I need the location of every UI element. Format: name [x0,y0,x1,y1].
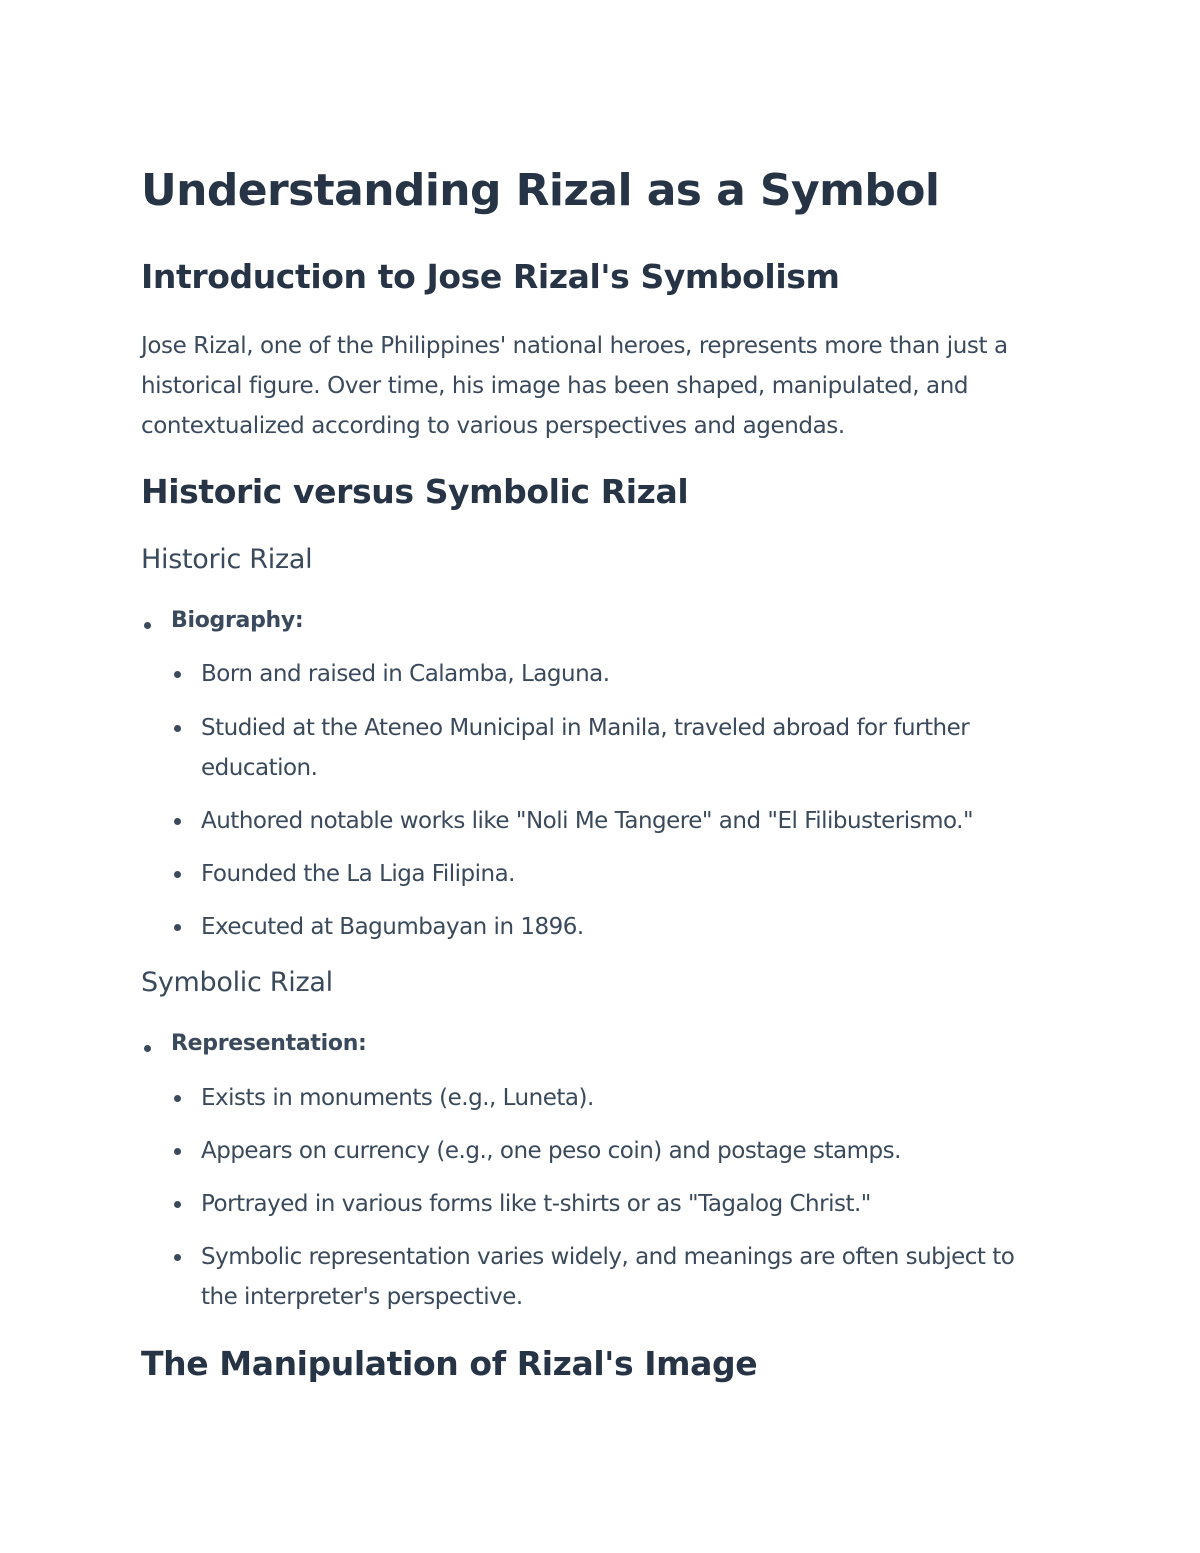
list-item-text: Symbolic representation varies widely, and meanings are often subject to the interpreter's perspective. [201,1244,1015,1310]
list-item [171,854,1051,894]
intro-heading: Introduction to Jose Rizal's Symbolism [141,257,840,296]
bullet-dot [174,924,181,931]
list-item [171,907,1051,947]
bullet-dot [174,1095,181,1102]
list-item [171,1184,1051,1224]
historic-vs-symbolic-heading: Historic versus Symbolic Rizal [141,472,689,511]
list-item-text: Studied at the Ateneo Municipal in Manila, traveled abroad for further education. [201,715,970,781]
bullet-dot [144,622,151,629]
list-item-text: Founded the La Liga Filipina. [201,861,515,887]
list-item-text: Appears on currency (e.g., one peso coin) and postage stamps. [201,1138,901,1164]
bullet-dot [174,818,181,825]
bullet-dot [174,671,181,678]
list-item-text: Exists in monuments (e.g., Luneta). [201,1085,594,1111]
list-item-text: Authored notable works like "Noli Me Tangere" and "El Filibusterismo." [201,808,974,834]
biography-label: Biography: [171,608,304,633]
manipulation-heading: The Manipulation of Rizal's Image [141,1344,758,1383]
list-item [171,1078,1051,1118]
symbolic-rizal-subheading: Symbolic Rizal [141,967,333,998]
list-item-text: Portrayed in various forms like t-shirts or as "Tagalog Christ." [201,1191,871,1217]
document-title: Understanding Rizal as a Symbol [141,165,940,216]
bullet-dot [174,1254,181,1261]
representation-label: Representation: [171,1031,367,1056]
list-item-text: Executed at Bagumbayan in 1896. [201,914,584,940]
bullet-dot [174,871,181,878]
bullet-dot [144,1045,151,1052]
list-item [171,1131,1051,1171]
list-item-text: Born and raised in Calamba, Laguna. [201,661,610,687]
bullet-dot [174,1201,181,1208]
historic-rizal-subheading: Historic Rizal [141,544,313,575]
bullet-dot [174,1148,181,1155]
list-item [171,708,1051,788]
intro-paragraph: Jose Rizal, one of the Philippines' national heroes, represents more than just a historical figure. Over time, his image has been shaped, manipulated, and contextualized according to various perspectives and agendas. [141,333,1008,439]
list-item [171,801,1051,841]
bullet-dot [174,725,181,732]
list-item [171,1237,1051,1317]
list-item [171,654,1051,694]
